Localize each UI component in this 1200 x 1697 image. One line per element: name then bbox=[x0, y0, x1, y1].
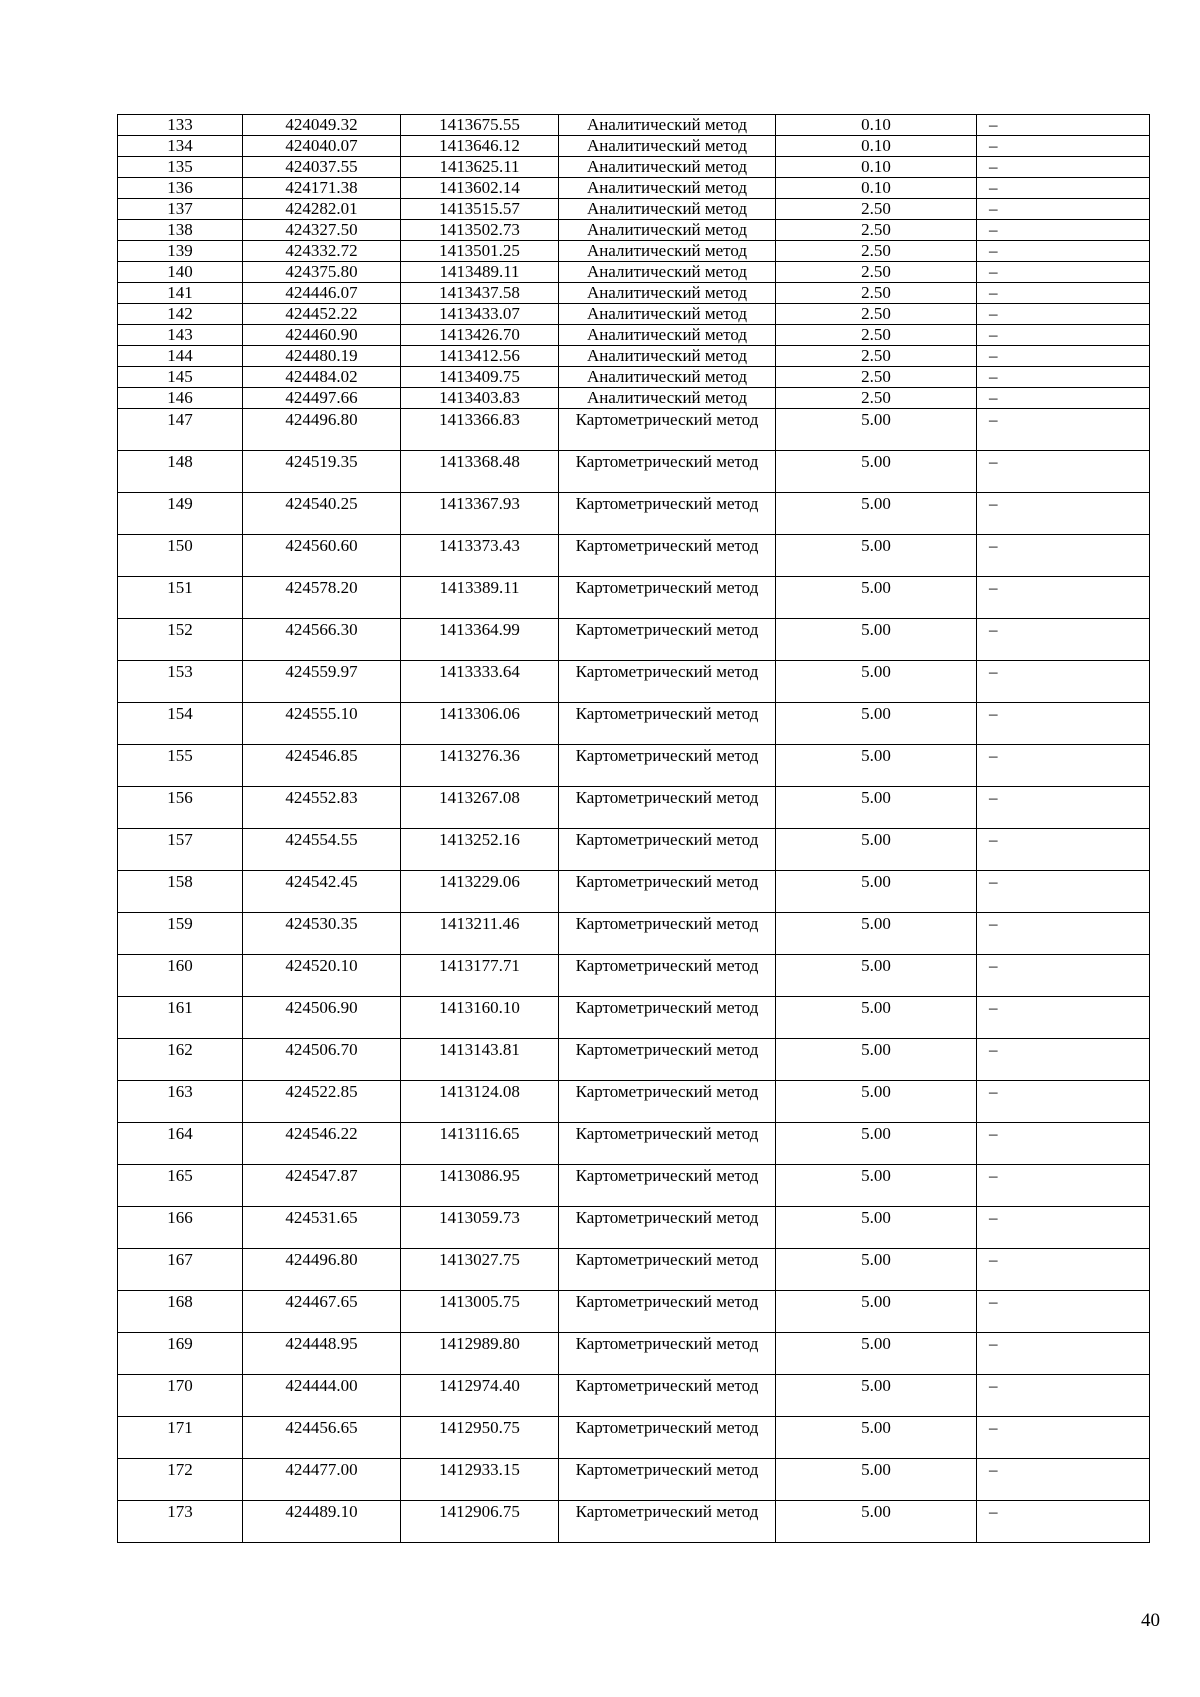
point-number-cell: 145 bbox=[118, 367, 243, 388]
note-cell: – bbox=[977, 157, 1150, 178]
point-number-cell: 135 bbox=[118, 157, 243, 178]
method-cell: Аналитический метод bbox=[559, 262, 776, 283]
table-row bbox=[118, 745, 1150, 787]
y-coordinate-cell: 1413433.07 bbox=[401, 304, 559, 325]
y-coordinate-cell: 1413409.75 bbox=[401, 367, 559, 388]
precision-cell: 5.00 bbox=[776, 409, 977, 451]
y-coordinate-cell: 1413086.95 bbox=[401, 1165, 559, 1207]
precision-cell: 5.00 bbox=[776, 997, 977, 1039]
y-coordinate-cell: 1413005.75 bbox=[401, 1291, 559, 1333]
note-cell: – bbox=[977, 1501, 1150, 1543]
y-coordinate-cell: 1413373.43 bbox=[401, 535, 559, 577]
point-number-cell: 169 bbox=[118, 1333, 243, 1375]
y-coordinate-cell: 1412974.40 bbox=[401, 1375, 559, 1417]
note-cell: – bbox=[977, 178, 1150, 199]
x-coordinate-cell: 424327.50 bbox=[243, 220, 401, 241]
note-cell: – bbox=[977, 997, 1150, 1039]
point-number-cell: 140 bbox=[118, 262, 243, 283]
x-coordinate-cell: 424519.35 bbox=[243, 451, 401, 493]
table-row bbox=[118, 1375, 1150, 1417]
method-cell: Картометрический метод bbox=[559, 1039, 776, 1081]
point-number-cell: 149 bbox=[118, 493, 243, 535]
precision-cell: 2.50 bbox=[776, 367, 977, 388]
note-cell: – bbox=[977, 451, 1150, 493]
table-row bbox=[118, 1417, 1150, 1459]
table-row bbox=[118, 283, 1150, 304]
y-coordinate-cell: 1413306.06 bbox=[401, 703, 559, 745]
table-row bbox=[118, 178, 1150, 199]
precision-cell: 2.50 bbox=[776, 304, 977, 325]
note-cell: – bbox=[977, 346, 1150, 367]
table-row bbox=[118, 1039, 1150, 1081]
y-coordinate-cell: 1413501.25 bbox=[401, 241, 559, 262]
method-cell: Картометрический метод bbox=[559, 1375, 776, 1417]
precision-cell: 5.00 bbox=[776, 829, 977, 871]
point-number-cell: 168 bbox=[118, 1291, 243, 1333]
x-coordinate-cell: 424566.30 bbox=[243, 619, 401, 661]
point-number-cell: 157 bbox=[118, 829, 243, 871]
x-coordinate-cell: 424546.85 bbox=[243, 745, 401, 787]
x-coordinate-cell: 424522.85 bbox=[243, 1081, 401, 1123]
method-cell: Картометрический метод bbox=[559, 1333, 776, 1375]
point-number-cell: 159 bbox=[118, 913, 243, 955]
x-coordinate-cell: 424456.65 bbox=[243, 1417, 401, 1459]
table-row bbox=[118, 367, 1150, 388]
point-number-cell: 142 bbox=[118, 304, 243, 325]
method-cell: Картометрический метод bbox=[559, 745, 776, 787]
method-cell: Аналитический метод bbox=[559, 346, 776, 367]
point-number-cell: 137 bbox=[118, 199, 243, 220]
y-coordinate-cell: 1413252.16 bbox=[401, 829, 559, 871]
method-cell: Картометрический метод bbox=[559, 1165, 776, 1207]
point-number-cell: 136 bbox=[118, 178, 243, 199]
y-coordinate-cell: 1413389.11 bbox=[401, 577, 559, 619]
y-coordinate-cell: 1413333.64 bbox=[401, 661, 559, 703]
precision-cell: 5.00 bbox=[776, 871, 977, 913]
method-cell: Аналитический метод bbox=[559, 136, 776, 157]
note-cell: – bbox=[977, 1417, 1150, 1459]
table-row bbox=[118, 829, 1150, 871]
x-coordinate-cell: 424489.10 bbox=[243, 1501, 401, 1543]
note-cell: – bbox=[977, 409, 1150, 451]
precision-cell: 2.50 bbox=[776, 283, 977, 304]
method-cell: Картометрический метод bbox=[559, 871, 776, 913]
note-cell: – bbox=[977, 1165, 1150, 1207]
precision-cell: 2.50 bbox=[776, 199, 977, 220]
y-coordinate-cell: 1413403.83 bbox=[401, 388, 559, 409]
table-row bbox=[118, 535, 1150, 577]
note-cell: – bbox=[977, 1333, 1150, 1375]
y-coordinate-cell: 1413367.93 bbox=[401, 493, 559, 535]
x-coordinate-cell: 424049.32 bbox=[243, 115, 401, 136]
y-coordinate-cell: 1413143.81 bbox=[401, 1039, 559, 1081]
y-coordinate-cell: 1412950.75 bbox=[401, 1417, 559, 1459]
point-number-cell: 163 bbox=[118, 1081, 243, 1123]
y-coordinate-cell: 1413366.83 bbox=[401, 409, 559, 451]
point-number-cell: 173 bbox=[118, 1501, 243, 1543]
y-coordinate-cell: 1413267.08 bbox=[401, 787, 559, 829]
table-row bbox=[118, 220, 1150, 241]
note-cell: – bbox=[977, 577, 1150, 619]
point-number-cell: 134 bbox=[118, 136, 243, 157]
point-number-cell: 167 bbox=[118, 1249, 243, 1291]
point-number-cell: 162 bbox=[118, 1039, 243, 1081]
precision-cell: 2.50 bbox=[776, 220, 977, 241]
method-cell: Аналитический метод bbox=[559, 388, 776, 409]
page-number: 40 bbox=[1141, 1610, 1160, 1631]
x-coordinate-cell: 424444.00 bbox=[243, 1375, 401, 1417]
table-row bbox=[118, 661, 1150, 703]
method-cell: Картометрический метод bbox=[559, 1207, 776, 1249]
x-coordinate-cell: 424496.80 bbox=[243, 1249, 401, 1291]
note-cell: – bbox=[977, 241, 1150, 262]
note-cell: – bbox=[977, 325, 1150, 346]
note-cell: – bbox=[977, 745, 1150, 787]
note-cell: – bbox=[977, 1375, 1150, 1417]
precision-cell: 5.00 bbox=[776, 535, 977, 577]
method-cell: Аналитический метод bbox=[559, 199, 776, 220]
point-number-cell: 153 bbox=[118, 661, 243, 703]
note-cell: – bbox=[977, 913, 1150, 955]
table-row bbox=[118, 1081, 1150, 1123]
precision-cell: 5.00 bbox=[776, 1375, 977, 1417]
method-cell: Картометрический метод bbox=[559, 577, 776, 619]
precision-cell: 0.10 bbox=[776, 115, 977, 136]
table-row bbox=[118, 325, 1150, 346]
y-coordinate-cell: 1413177.71 bbox=[401, 955, 559, 997]
note-cell: – bbox=[977, 1081, 1150, 1123]
note-cell: – bbox=[977, 199, 1150, 220]
method-cell: Картометрический метод bbox=[559, 997, 776, 1039]
table-row bbox=[118, 241, 1150, 262]
point-number-cell: 170 bbox=[118, 1375, 243, 1417]
x-coordinate-cell: 424578.20 bbox=[243, 577, 401, 619]
point-number-cell: 171 bbox=[118, 1417, 243, 1459]
point-number-cell: 146 bbox=[118, 388, 243, 409]
x-coordinate-cell: 424037.55 bbox=[243, 157, 401, 178]
precision-cell: 5.00 bbox=[776, 619, 977, 661]
y-coordinate-cell: 1413675.55 bbox=[401, 115, 559, 136]
note-cell: – bbox=[977, 955, 1150, 997]
x-coordinate-cell: 424484.02 bbox=[243, 367, 401, 388]
y-coordinate-cell: 1413229.06 bbox=[401, 871, 559, 913]
point-number-cell: 160 bbox=[118, 955, 243, 997]
table-row bbox=[118, 787, 1150, 829]
x-coordinate-cell: 424506.90 bbox=[243, 997, 401, 1039]
table-row bbox=[118, 493, 1150, 535]
table-row bbox=[118, 388, 1150, 409]
point-number-cell: 161 bbox=[118, 997, 243, 1039]
note-cell: – bbox=[977, 1207, 1150, 1249]
method-cell: Аналитический метод bbox=[559, 157, 776, 178]
note-cell: – bbox=[977, 787, 1150, 829]
precision-cell: 5.00 bbox=[776, 1249, 977, 1291]
note-cell: – bbox=[977, 1249, 1150, 1291]
note-cell: – bbox=[977, 220, 1150, 241]
precision-cell: 5.00 bbox=[776, 1291, 977, 1333]
table-row bbox=[118, 451, 1150, 493]
note-cell: – bbox=[977, 1123, 1150, 1165]
table-row bbox=[118, 409, 1150, 451]
y-coordinate-cell: 1413489.11 bbox=[401, 262, 559, 283]
method-cell: Картометрический метод bbox=[559, 1501, 776, 1543]
x-coordinate-cell: 424477.00 bbox=[243, 1459, 401, 1501]
table-row bbox=[118, 1123, 1150, 1165]
note-cell: – bbox=[977, 619, 1150, 661]
method-cell: Аналитический метод bbox=[559, 325, 776, 346]
point-number-cell: 156 bbox=[118, 787, 243, 829]
note-cell: – bbox=[977, 1291, 1150, 1333]
point-number-cell: 166 bbox=[118, 1207, 243, 1249]
method-cell: Картометрический метод bbox=[559, 955, 776, 997]
y-coordinate-cell: 1413368.48 bbox=[401, 451, 559, 493]
note-cell: – bbox=[977, 871, 1150, 913]
method-cell: Аналитический метод bbox=[559, 220, 776, 241]
note-cell: – bbox=[977, 136, 1150, 157]
precision-cell: 5.00 bbox=[776, 787, 977, 829]
method-cell: Картометрический метод bbox=[559, 1291, 776, 1333]
y-coordinate-cell: 1413160.10 bbox=[401, 997, 559, 1039]
point-number-cell: 154 bbox=[118, 703, 243, 745]
note-cell: – bbox=[977, 388, 1150, 409]
method-cell: Картометрический метод bbox=[559, 1081, 776, 1123]
table-row bbox=[118, 619, 1150, 661]
point-number-cell: 143 bbox=[118, 325, 243, 346]
x-coordinate-cell: 424552.83 bbox=[243, 787, 401, 829]
table-row bbox=[118, 199, 1150, 220]
method-cell: Картометрический метод bbox=[559, 1123, 776, 1165]
precision-cell: 2.50 bbox=[776, 262, 977, 283]
table-row bbox=[118, 1333, 1150, 1375]
method-cell: Картометрический метод bbox=[559, 703, 776, 745]
point-number-cell: 144 bbox=[118, 346, 243, 367]
method-cell: Аналитический метод bbox=[559, 241, 776, 262]
x-coordinate-cell: 424560.60 bbox=[243, 535, 401, 577]
note-cell: – bbox=[977, 283, 1150, 304]
y-coordinate-cell: 1412906.75 bbox=[401, 1501, 559, 1543]
y-coordinate-cell: 1413027.75 bbox=[401, 1249, 559, 1291]
coordinates-table bbox=[117, 114, 1150, 1543]
x-coordinate-cell: 424520.10 bbox=[243, 955, 401, 997]
y-coordinate-cell: 1413276.36 bbox=[401, 745, 559, 787]
precision-cell: 5.00 bbox=[776, 745, 977, 787]
table-row bbox=[118, 1291, 1150, 1333]
note-cell: – bbox=[977, 1459, 1150, 1501]
precision-cell: 5.00 bbox=[776, 493, 977, 535]
x-coordinate-cell: 424506.70 bbox=[243, 1039, 401, 1081]
method-cell: Картометрический метод bbox=[559, 619, 776, 661]
x-coordinate-cell: 424452.22 bbox=[243, 304, 401, 325]
x-coordinate-cell: 424531.65 bbox=[243, 1207, 401, 1249]
method-cell: Картометрический метод bbox=[559, 1249, 776, 1291]
precision-cell: 5.00 bbox=[776, 451, 977, 493]
x-coordinate-cell: 424171.38 bbox=[243, 178, 401, 199]
precision-cell: 5.00 bbox=[776, 1501, 977, 1543]
x-coordinate-cell: 424530.35 bbox=[243, 913, 401, 955]
method-cell: Картометрический метод bbox=[559, 451, 776, 493]
y-coordinate-cell: 1413426.70 bbox=[401, 325, 559, 346]
note-cell: – bbox=[977, 535, 1150, 577]
y-coordinate-cell: 1413124.08 bbox=[401, 1081, 559, 1123]
x-coordinate-cell: 424559.97 bbox=[243, 661, 401, 703]
x-coordinate-cell: 424542.45 bbox=[243, 871, 401, 913]
method-cell: Аналитический метод bbox=[559, 304, 776, 325]
point-number-cell: 147 bbox=[118, 409, 243, 451]
x-coordinate-cell: 424540.25 bbox=[243, 493, 401, 535]
y-coordinate-cell: 1413502.73 bbox=[401, 220, 559, 241]
y-coordinate-cell: 1413515.57 bbox=[401, 199, 559, 220]
method-cell: Картометрический метод bbox=[559, 829, 776, 871]
table-row bbox=[118, 703, 1150, 745]
x-coordinate-cell: 424554.55 bbox=[243, 829, 401, 871]
x-coordinate-cell: 424480.19 bbox=[243, 346, 401, 367]
x-coordinate-cell: 424467.65 bbox=[243, 1291, 401, 1333]
table-row bbox=[118, 577, 1150, 619]
note-cell: – bbox=[977, 493, 1150, 535]
precision-cell: 2.50 bbox=[776, 388, 977, 409]
point-number-cell: 133 bbox=[118, 115, 243, 136]
x-coordinate-cell: 424555.10 bbox=[243, 703, 401, 745]
point-number-cell: 151 bbox=[118, 577, 243, 619]
table-row bbox=[118, 1501, 1150, 1543]
method-cell: Аналитический метод bbox=[559, 283, 776, 304]
coordinates-table-body bbox=[118, 115, 1150, 1543]
point-number-cell: 158 bbox=[118, 871, 243, 913]
x-coordinate-cell: 424460.90 bbox=[243, 325, 401, 346]
note-cell: – bbox=[977, 703, 1150, 745]
x-coordinate-cell: 424547.87 bbox=[243, 1165, 401, 1207]
y-coordinate-cell: 1413602.14 bbox=[401, 178, 559, 199]
y-coordinate-cell: 1413059.73 bbox=[401, 1207, 559, 1249]
table-row bbox=[118, 304, 1150, 325]
y-coordinate-cell: 1412989.80 bbox=[401, 1333, 559, 1375]
x-coordinate-cell: 424546.22 bbox=[243, 1123, 401, 1165]
y-coordinate-cell: 1413412.56 bbox=[401, 346, 559, 367]
precision-cell: 0.10 bbox=[776, 136, 977, 157]
x-coordinate-cell: 424332.72 bbox=[243, 241, 401, 262]
precision-cell: 5.00 bbox=[776, 703, 977, 745]
precision-cell: 5.00 bbox=[776, 1165, 977, 1207]
table-row bbox=[118, 346, 1150, 367]
table-row bbox=[118, 997, 1150, 1039]
precision-cell: 5.00 bbox=[776, 1333, 977, 1375]
precision-cell: 5.00 bbox=[776, 1207, 977, 1249]
x-coordinate-cell: 424375.80 bbox=[243, 262, 401, 283]
x-coordinate-cell: 424497.66 bbox=[243, 388, 401, 409]
method-cell: Аналитический метод bbox=[559, 367, 776, 388]
method-cell: Картометрический метод bbox=[559, 535, 776, 577]
point-number-cell: 141 bbox=[118, 283, 243, 304]
y-coordinate-cell: 1413646.12 bbox=[401, 136, 559, 157]
point-number-cell: 164 bbox=[118, 1123, 243, 1165]
note-cell: – bbox=[977, 262, 1150, 283]
x-coordinate-cell: 424448.95 bbox=[243, 1333, 401, 1375]
note-cell: – bbox=[977, 829, 1150, 871]
method-cell: Картометрический метод bbox=[559, 1417, 776, 1459]
point-number-cell: 172 bbox=[118, 1459, 243, 1501]
table-row bbox=[118, 1249, 1150, 1291]
point-number-cell: 139 bbox=[118, 241, 243, 262]
x-coordinate-cell: 424282.01 bbox=[243, 199, 401, 220]
method-cell: Аналитический метод bbox=[559, 115, 776, 136]
precision-cell: 0.10 bbox=[776, 178, 977, 199]
y-coordinate-cell: 1413364.99 bbox=[401, 619, 559, 661]
note-cell: – bbox=[977, 115, 1150, 136]
y-coordinate-cell: 1413211.46 bbox=[401, 913, 559, 955]
x-coordinate-cell: 424446.07 bbox=[243, 283, 401, 304]
method-cell: Картометрический метод bbox=[559, 493, 776, 535]
point-number-cell: 155 bbox=[118, 745, 243, 787]
precision-cell: 5.00 bbox=[776, 577, 977, 619]
table-row bbox=[118, 115, 1150, 136]
precision-cell: 5.00 bbox=[776, 1123, 977, 1165]
precision-cell: 0.10 bbox=[776, 157, 977, 178]
y-coordinate-cell: 1413116.65 bbox=[401, 1123, 559, 1165]
table-row bbox=[118, 1207, 1150, 1249]
y-coordinate-cell: 1413625.11 bbox=[401, 157, 559, 178]
precision-cell: 5.00 bbox=[776, 1039, 977, 1081]
precision-cell: 5.00 bbox=[776, 1459, 977, 1501]
precision-cell: 2.50 bbox=[776, 241, 977, 262]
table-row bbox=[118, 157, 1150, 178]
point-number-cell: 165 bbox=[118, 1165, 243, 1207]
precision-cell: 5.00 bbox=[776, 955, 977, 997]
y-coordinate-cell: 1413437.58 bbox=[401, 283, 559, 304]
method-cell: Картометрический метод bbox=[559, 787, 776, 829]
precision-cell: 2.50 bbox=[776, 346, 977, 367]
point-number-cell: 138 bbox=[118, 220, 243, 241]
note-cell: – bbox=[977, 1039, 1150, 1081]
method-cell: Картометрический метод bbox=[559, 1459, 776, 1501]
x-coordinate-cell: 424496.80 bbox=[243, 409, 401, 451]
note-cell: – bbox=[977, 367, 1150, 388]
table-row bbox=[118, 1165, 1150, 1207]
method-cell: Картометрический метод bbox=[559, 409, 776, 451]
table-row bbox=[118, 871, 1150, 913]
table-row bbox=[118, 262, 1150, 283]
precision-cell: 5.00 bbox=[776, 1417, 977, 1459]
note-cell: – bbox=[977, 304, 1150, 325]
table-row bbox=[118, 913, 1150, 955]
method-cell: Аналитический метод bbox=[559, 178, 776, 199]
note-cell: – bbox=[977, 661, 1150, 703]
precision-cell: 5.00 bbox=[776, 661, 977, 703]
method-cell: Картометрический метод bbox=[559, 913, 776, 955]
point-number-cell: 152 bbox=[118, 619, 243, 661]
table-row bbox=[118, 955, 1150, 997]
precision-cell: 2.50 bbox=[776, 325, 977, 346]
method-cell: Картометрический метод bbox=[559, 661, 776, 703]
point-number-cell: 150 bbox=[118, 535, 243, 577]
precision-cell: 5.00 bbox=[776, 1081, 977, 1123]
point-number-cell: 148 bbox=[118, 451, 243, 493]
table-row bbox=[118, 136, 1150, 157]
y-coordinate-cell: 1412933.15 bbox=[401, 1459, 559, 1501]
table-row bbox=[118, 1459, 1150, 1501]
x-coordinate-cell: 424040.07 bbox=[243, 136, 401, 157]
precision-cell: 5.00 bbox=[776, 913, 977, 955]
